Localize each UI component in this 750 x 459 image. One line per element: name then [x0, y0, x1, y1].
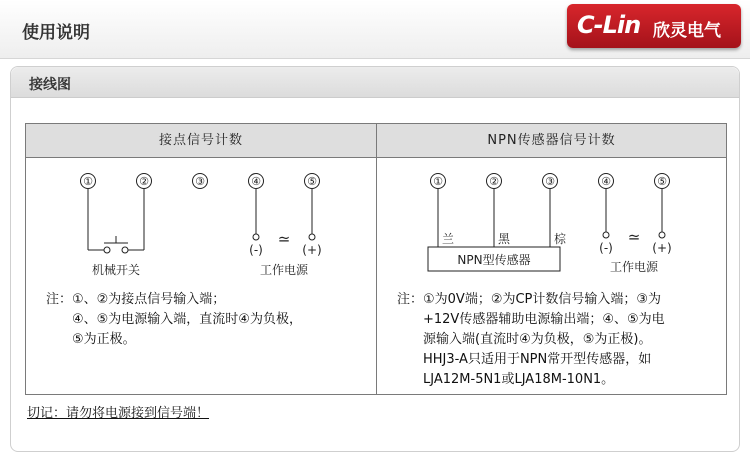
note-line: 注：①为0V端；②为CP计数信号输入端；③为 [397, 292, 662, 307]
left-column-header: 接点信号计数 [26, 124, 376, 158]
note-line: HHJ3-A只适用于NPN常开型传感器，如 [423, 352, 652, 367]
terminal-label: ③ [545, 175, 555, 188]
page-header [0, 0, 750, 59]
logo-chinese-text: 欣灵电气 [653, 21, 721, 41]
note-line: +12V传感器辅助电源输出端；④、⑤为电 [423, 312, 665, 327]
switch-label: 机械开关 [91, 263, 141, 277]
sensor-label: NPN型传感器 [457, 253, 531, 267]
terminal-label: ① [433, 175, 443, 188]
wire-label-blue: 兰 [441, 232, 455, 246]
wiring-table [25, 123, 727, 395]
minus-label: (-) [599, 241, 613, 255]
plus-label: (+) [302, 243, 322, 257]
npn-note [397, 290, 722, 390]
contact-note [46, 290, 371, 350]
minus-label: (-) [249, 243, 263, 257]
terminal-label: ⑤ [307, 175, 317, 188]
ac-dc-symbol: ≃ [277, 230, 291, 248]
terminal-label: ② [489, 175, 499, 188]
right-column-header: NPN传感器信号计数 [377, 124, 726, 158]
note-line: ⑤为正极。 [72, 332, 136, 347]
wire-label-brown: 棕 [553, 232, 567, 246]
note-line: LJA12M-5N1或LJA18M-10N1。 [423, 372, 615, 387]
terminal-label: ⑤ [657, 175, 667, 188]
wire-label-black: 黑 [497, 232, 511, 246]
terminal-label: ③ [195, 175, 205, 188]
note-line: 源输入端(直流时④为负极，⑤为正极)。 [423, 332, 652, 347]
logo-brand-text: C-Lin [577, 11, 641, 39]
section-title: 接线图 [29, 77, 71, 93]
npn-wiring-diagram [416, 168, 716, 280]
plus-label: (+) [652, 241, 672, 255]
terminal-label: ④ [251, 175, 261, 188]
terminal-label: ① [83, 175, 93, 188]
page-title: 使用说明 [22, 23, 90, 43]
terminal-label: ④ [601, 175, 611, 188]
contact-wiring-diagram [66, 168, 366, 283]
brand-logo [567, 4, 741, 48]
terminal-label: ② [139, 175, 149, 188]
ac-dc-symbol: ≃ [627, 228, 641, 246]
power-label: 工作电源 [259, 263, 309, 277]
panel-header [11, 67, 739, 98]
warning-text: 切记：请勿将电源接到信号端！ [27, 406, 210, 421]
column-divider [376, 124, 377, 394]
note-line: 注：①、②为接点信号输入端； [46, 292, 226, 307]
note-line: ④、⑤为电源输入端，直流时④为负极， [72, 312, 302, 327]
power-label: 工作电源 [609, 260, 659, 274]
